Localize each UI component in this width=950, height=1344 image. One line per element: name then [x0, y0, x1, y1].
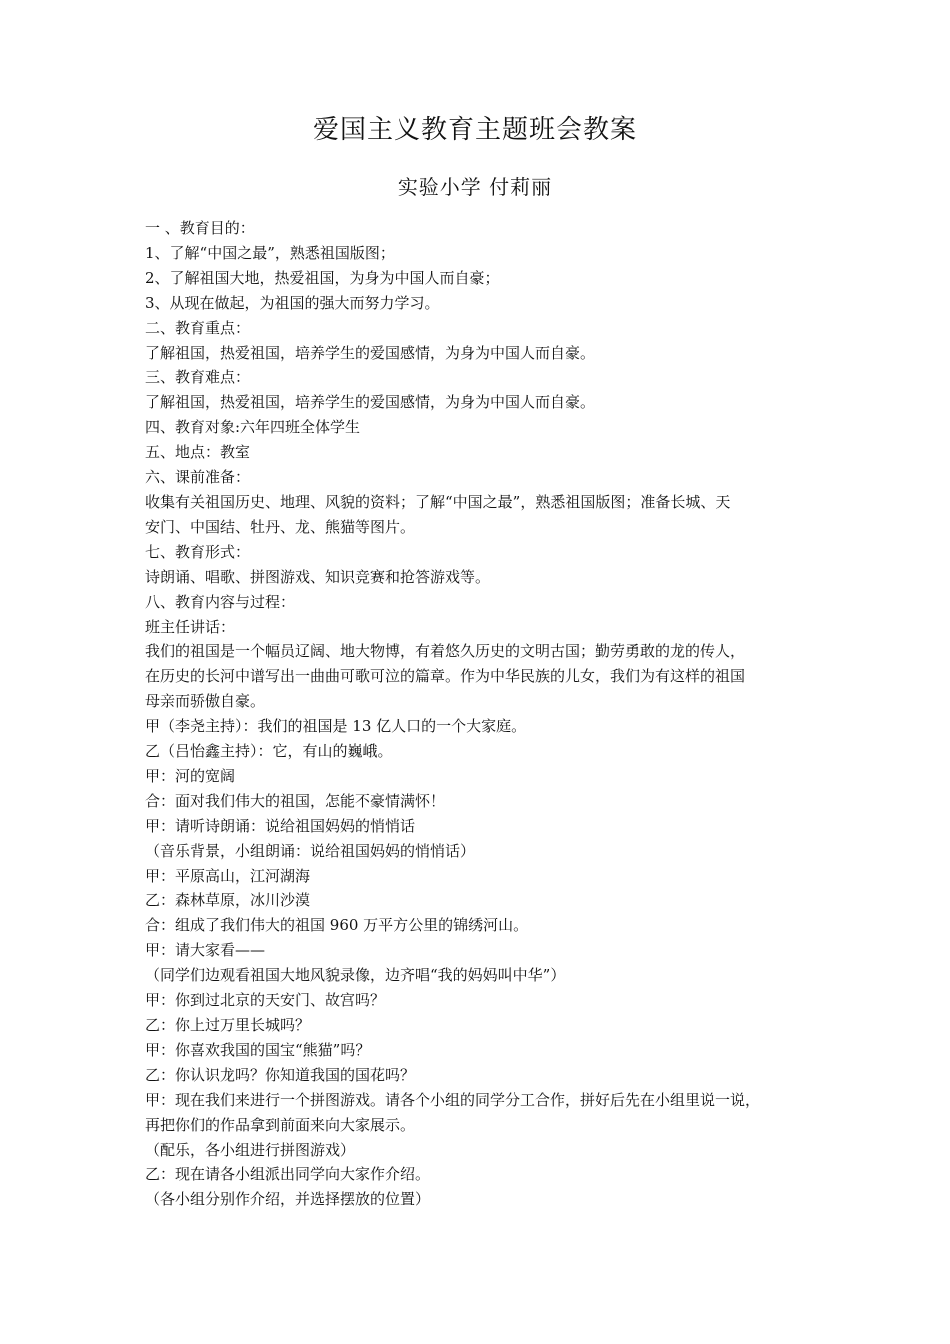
document-subtitle: 实验小学 付莉丽: [397, 175, 553, 199]
dialogue-line: 乙（吕怡鑫主持）：它，有山的巍峨。: [145, 742, 393, 761]
format-text: 诗朗诵、唱歌、拼图游戏、知识竞赛和抢答游戏等。: [145, 567, 491, 586]
teacher-speech-line-2: 在历史的长河中谱写出一曲曲可歌可泣的篇章。作为中华民族的儿女，我们为有这样的祖国: [145, 667, 746, 686]
dialogue-line: 甲：现在我们来进行一个拼图游戏。请各个小组的同学分工合作，拼好后先在小组里说一说，: [145, 1090, 761, 1109]
dialogue-line: 再把你们的作品拿到前面来向大家展示。: [145, 1115, 416, 1134]
location: 五、地点：教室: [145, 443, 251, 462]
teacher-speech-line-1: 我们的祖国是一个幅员辽阔、地大物博，有着悠久历史的文明古国；勤劳勇敢的龙的传人，: [145, 642, 746, 661]
heading-key-points: 二、教育重点：: [145, 318, 251, 337]
stage-direction: （音乐背景，小组朗诵：说给祖国妈妈的悄悄话）: [145, 841, 476, 860]
dialogue-line: 甲：你喜欢我国的国宝“熊猫”吗？: [145, 1040, 371, 1059]
preparation-text-line-1: 收集有关祖国历史、地理、风貌的资料；了解“中国之最”，熟悉祖国版图；准备长城、天: [145, 492, 731, 511]
dialogue-line: 甲：河的宽阔: [145, 766, 236, 785]
preparation-text-line-2: 安门、中国结、牡丹、龙、熊猫等图片。: [145, 517, 416, 536]
dialogue-line: 合：组成了我们伟大的祖国 960 万平方公里的锦绣河山。: [145, 916, 529, 935]
document-body: [145, 216, 810, 1212]
dialogue-line: 甲（李尧主持）：我们的祖国是 13 亿人口的一个大家庭。: [145, 717, 527, 736]
dialogue-line: 乙：现在请各小组派出同学向大家作介绍。: [145, 1165, 431, 1184]
dialogue-line: 甲：请听诗朗诵：说给祖国妈妈的悄悄话: [145, 816, 416, 835]
key-points-text: 了解祖国，热爱祖国，培养学生的爱国感情，为身为中国人而自豪。: [145, 343, 596, 362]
stage-direction: （各小组分别作介绍，并选择摆放的位置）: [145, 1190, 431, 1209]
dialogue-line: 甲：请大家看——: [145, 941, 266, 960]
stage-direction: （同学们边观看祖国大地风貌录像，边齐唱“我的妈妈叫中华”）: [145, 966, 566, 985]
dialogue-line: 甲：你到过北京的天安门、故宫吗？: [145, 991, 386, 1010]
heading-difficulties: 三、教育难点：: [145, 368, 251, 387]
document-title: 爱国主义教育主题班会教案: [312, 115, 637, 145]
objective-item-2: 2、了解祖国大地，热爱祖国，为身为中国人而自豪；: [145, 268, 500, 287]
teacher-speech-label: 班主任讲话：: [145, 617, 236, 636]
difficulties-text: 了解祖国，热爱祖国，培养学生的爱国感情，为身为中国人而自豪。: [145, 393, 596, 412]
heading-format: 七、教育形式：: [145, 542, 251, 561]
dialogue-line: 乙：你上过万里长城吗？: [145, 1016, 311, 1034]
dialogue-line: 乙：森林草原，冰川沙漠: [145, 891, 311, 910]
stage-direction: （配乐，各小组进行拼图游戏）: [145, 1140, 356, 1159]
dialogue-line: 甲：平原高山，江河湖海: [145, 866, 311, 885]
heading-preparation: 六、课前准备：: [145, 468, 251, 487]
dialogue-line: 合：面对我们伟大的祖国，怎能不豪情满怀！: [145, 791, 446, 810]
target-audience: 四、教育对象:六年四班全体学生: [145, 418, 361, 437]
heading-process: 八、教育内容与过程：: [145, 592, 296, 611]
objective-item-1: 1、了解“中国之最”，熟悉祖国版图；: [145, 243, 395, 262]
objective-item-3: 3、从现在做起，为祖国的强大而努力学习。: [145, 293, 440, 312]
heading-objectives: 一 、教育目的：: [145, 219, 255, 237]
teacher-speech-line-3: 母亲而骄傲自豪。: [145, 692, 266, 711]
dialogue-line: 乙：你认识龙吗？你知道我国的国花吗？: [145, 1065, 416, 1084]
